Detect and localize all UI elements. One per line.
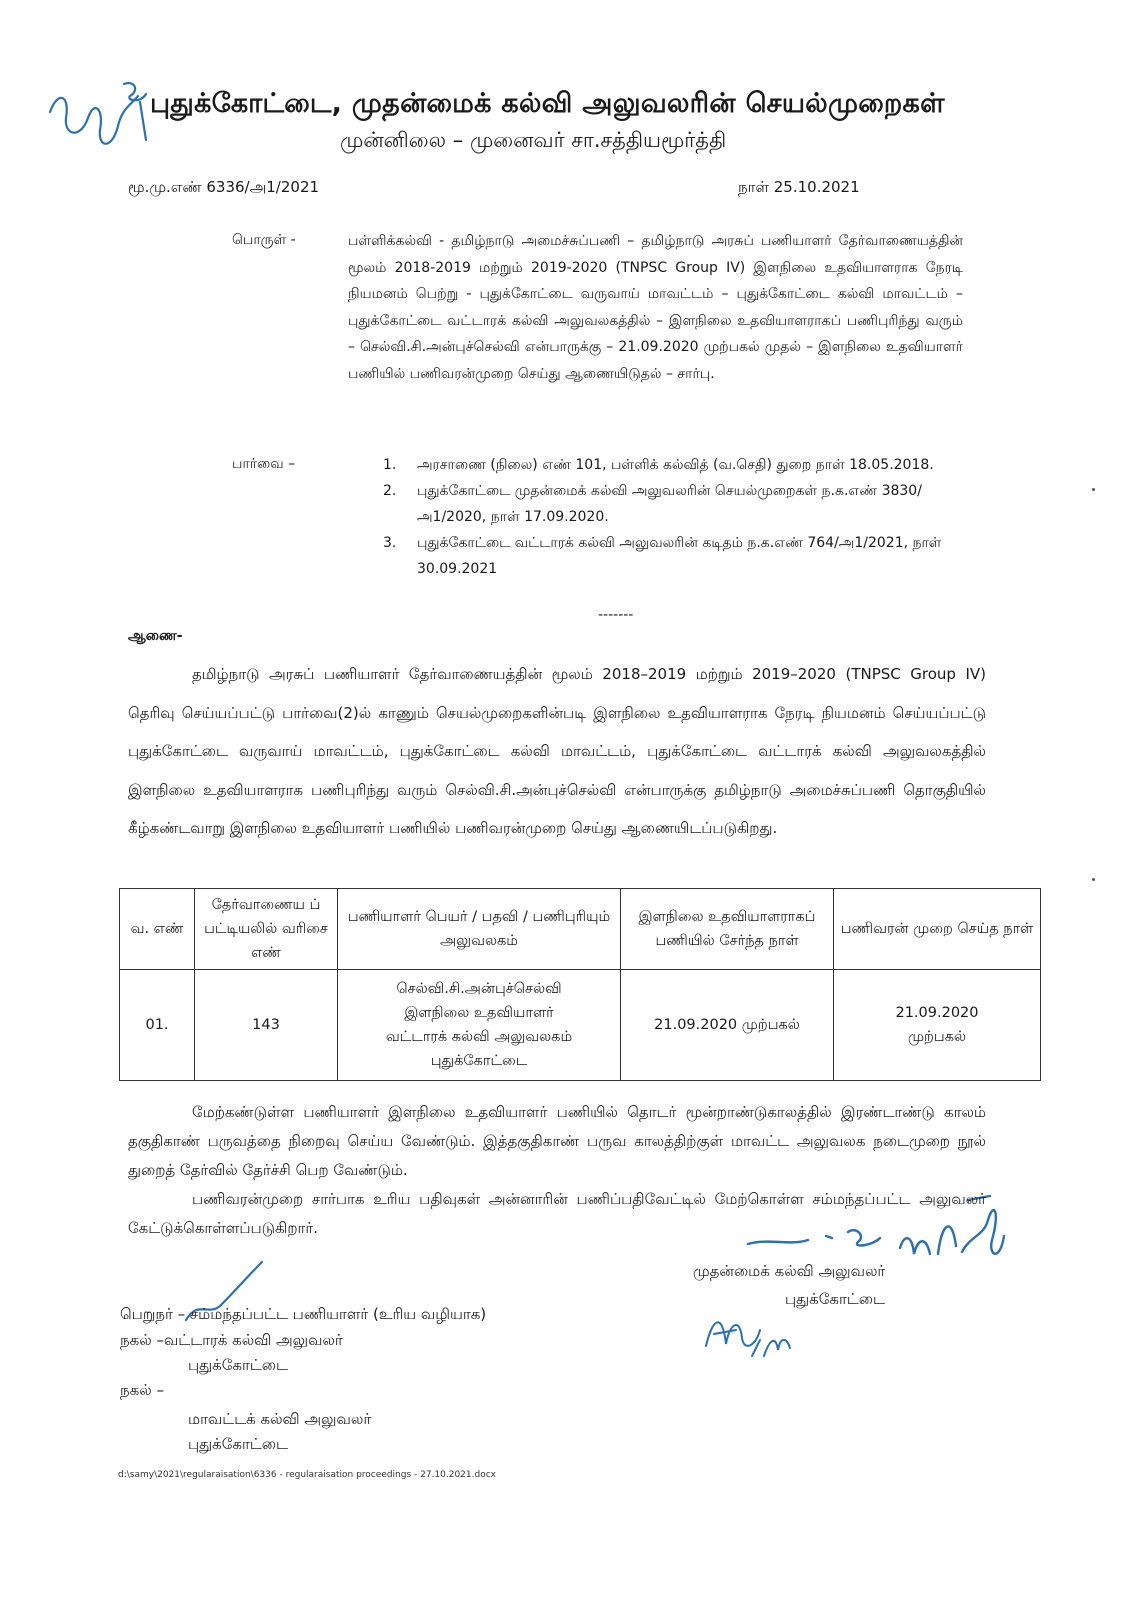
copy-to-line-1: நகல் –வட்டாரக் கல்வி அலுவலர் <box>120 1331 343 1349</box>
order-heading: ஆணை- <box>128 628 183 644</box>
regularisation-table <box>119 888 1041 1081</box>
records-paragraph: பணிவரன்முறை சார்பாக உரிய பதிவுகள் அன்னாரின் பணிப்பதிவேட்டில் மேற்கொள்ள சம்மந்தப்பட்ட அலுவலர் கேட்டுக்கொள்ளப்படுகிறார். <box>128 1190 986 1237</box>
page-title: புதுக்கோட்டை, முதன்மைக் கல்வி அலுவலரின் செயல்முறைகள் <box>150 88 945 119</box>
col-header-employee: பணியாளர் பெயர் / பதவி / பணிபுரியும் அலுவலகம் <box>338 889 621 970</box>
copy-to-place-1: புதுக்கோட்டை <box>188 1356 288 1374</box>
document-date: நாள் 25.10.2021 <box>738 178 860 196</box>
scan-speck <box>1092 488 1095 491</box>
regularised-session: முற்பகல் <box>907 1029 967 1045</box>
order-body: தமிழ்நாடு அரசுப் பணியாளர் தேர்வாணையத்தின் மூலம் 2018–2019 மற்றும் 2019–2020 (TNPSC Group IV) தெரிவு செய்யப்பட்டு பார்வை(2)ல் காணும் செயல்முறைகளின்படி இளநிலை உதவியாளராக நேரடி நியமனம் செய்யப்பட்டு புதுக்கோட்டை வருவாய் மாவட்டம், புதுக்கோட்டை கல்வி மாவட்டம், புதுக்கோட்டை வட்டாரக் கல்வி அலுவலகத்தில் இளநிலை உதவியாளராக பணிபுரிந்து வரும் செல்வி.சி.அன்புச்செல்வி என்பாருக்கு தமிழ்நாடு அமைச்சுப்பணி தொகுதியில் கீழ்கண்டவாறு இளநிலை உதவியாளர் பணியில் பணிவரன்முறை செய்து ஆணையிடப்படுகிறது. <box>128 665 986 837</box>
signatory-designation: முதன்மைக் கல்வி அலுவலர் <box>693 1262 886 1280</box>
subject-text: பள்ளிக்கல்வி - தமிழ்நாடு அமைச்சுப்பணி – தமிழ்நாடு அரசுப் பணியாளர் தேர்வாணையத்தின் மூலம் 2018-2019 மற்றும் 2019-2020 (TNPSC Group IV) இளநிலை உதவியாளராக நேரடி நியமனம் பெற்று - புதுக்கோட்டை வருவாய் மாவட்டம் – புதுக்கோட்டை கல்வி மாவட்டம் – புதுக்கோட்டை வட்டாரக் கல்வி அலுவலகத்தில் – இளநிலை உதவியாளராகப் பணிபுரிந்து வரும் – செல்வி.சி.அன்புச்செல்வி என்பாருக்கு – 21.09.2020 முற்பகல் முதல் – இளநிலை உதவியாளர் பணியில் பணிவரன்முறை செய்து ஆணையிடுதல் – சார்பு. <box>348 233 963 382</box>
reference-item <box>383 530 963 582</box>
references-list <box>383 452 963 582</box>
table-header-row <box>120 889 1041 970</box>
reference-item <box>383 478 963 530</box>
probation-paragraph: மேற்கண்டுள்ள பணியாளர் இளநிலை உதவியாளர் பணியில் தொடர் மூன்றாண்டுகாலத்தில் இரண்டாண்டு காலம் தகுதிகாண் பருவத்தை நிறைவு செய்ய வேண்டும். இத்தகுதிகாண் பருவ காலத்திற்குள் மாவட்ட அலுவலக நடைமுறை நூல் துறைத் தேர்வில் தேர்ச்சி பெற வேண்டும். <box>128 1103 986 1179</box>
file-path-footer: d:\samy\2021\regularaisation\6336 - regularaisation proceedings - 27.10.2021.docx <box>118 1470 496 1480</box>
copy-to-place-2: புதுக்கோட்டை <box>188 1435 288 1453</box>
col-header-sno: வ. எண் <box>120 889 195 970</box>
col-header-joined: இளநிலை உதவியாளராகப் பணியில் சேர்ந்த நாள் <box>621 889 834 970</box>
page-subtitle: முன்னிலை – முனைவர் சா.சத்தியமூர்த்தி <box>340 128 727 152</box>
cell-rank: 143 <box>195 970 338 1081</box>
reference-text: புதுக்கோட்டை முதன்மைக் கல்வி அலுவலரின் செயல்முறைகள் ந.க.எண் 3830/அ1/2020, நாள் 17.09.2020. <box>417 483 922 525</box>
recipient-line: பெறுநர் – சம்மந்தப்பட்ட பணியாளர் (உரிய வழியாக) <box>120 1305 487 1323</box>
reference-number-label: 1. <box>383 457 397 473</box>
reference-text: புதுக்கோட்டை வட்டாரக் கல்வி அலுவலரின் கடிதம் ந.க.எண் 764/அ1/2021, நாள் 30.09.2021 <box>417 535 942 577</box>
reference-item <box>383 452 963 478</box>
col-header-regularised: பணிவரன் முறை செய்த நாள் <box>834 889 1041 970</box>
copy-to-line-2: நகல் – <box>120 1381 164 1399</box>
top-left-initials-scribble <box>50 83 146 144</box>
reference-number-label: 2. <box>383 483 397 499</box>
cell-sno: 01. <box>120 970 195 1081</box>
subject-label: பொருள் - <box>232 232 296 248</box>
bottom-initials <box>706 1322 790 1356</box>
signatory-place: புதுக்கோட்டை <box>785 1290 885 1308</box>
reference-text: அரசாணை (நிலை) எண் 101, பள்ளிக் கல்வித் (வ.செதி) துறை நாள் 18.05.2018. <box>417 457 934 473</box>
cell-employee <box>338 970 621 1081</box>
table-row <box>120 970 1041 1081</box>
cell-joined: 21.09.2020 முற்பகல் <box>621 970 834 1081</box>
reference-number: மூ.மு.எண் 6336/அ1/2021 <box>128 178 320 196</box>
section-separator: ------- <box>598 607 634 623</box>
scan-speck <box>1092 878 1095 881</box>
employee-office: வட்டாரக் கல்வி அலுவலகம் <box>385 1029 573 1045</box>
reference-number-label: 3. <box>383 535 397 551</box>
references-label: பார்வை – <box>232 456 296 472</box>
regularised-date: 21.09.2020 <box>895 1005 979 1021</box>
employee-post: இளநிலை உதவியாளர் <box>404 1005 554 1021</box>
employee-place: புதுக்கோட்டை <box>430 1053 528 1069</box>
employee-name: செல்வி.சி.அன்புச்செல்வி <box>396 981 562 997</box>
copy-to-officer-2: மாவட்டக் கல்வி அலுவலர் <box>188 1410 372 1428</box>
cell-regularised <box>834 970 1041 1081</box>
col-header-rank: தேர்வாணைய ப் பட்டியலில் வரிசை எண் <box>195 889 338 970</box>
